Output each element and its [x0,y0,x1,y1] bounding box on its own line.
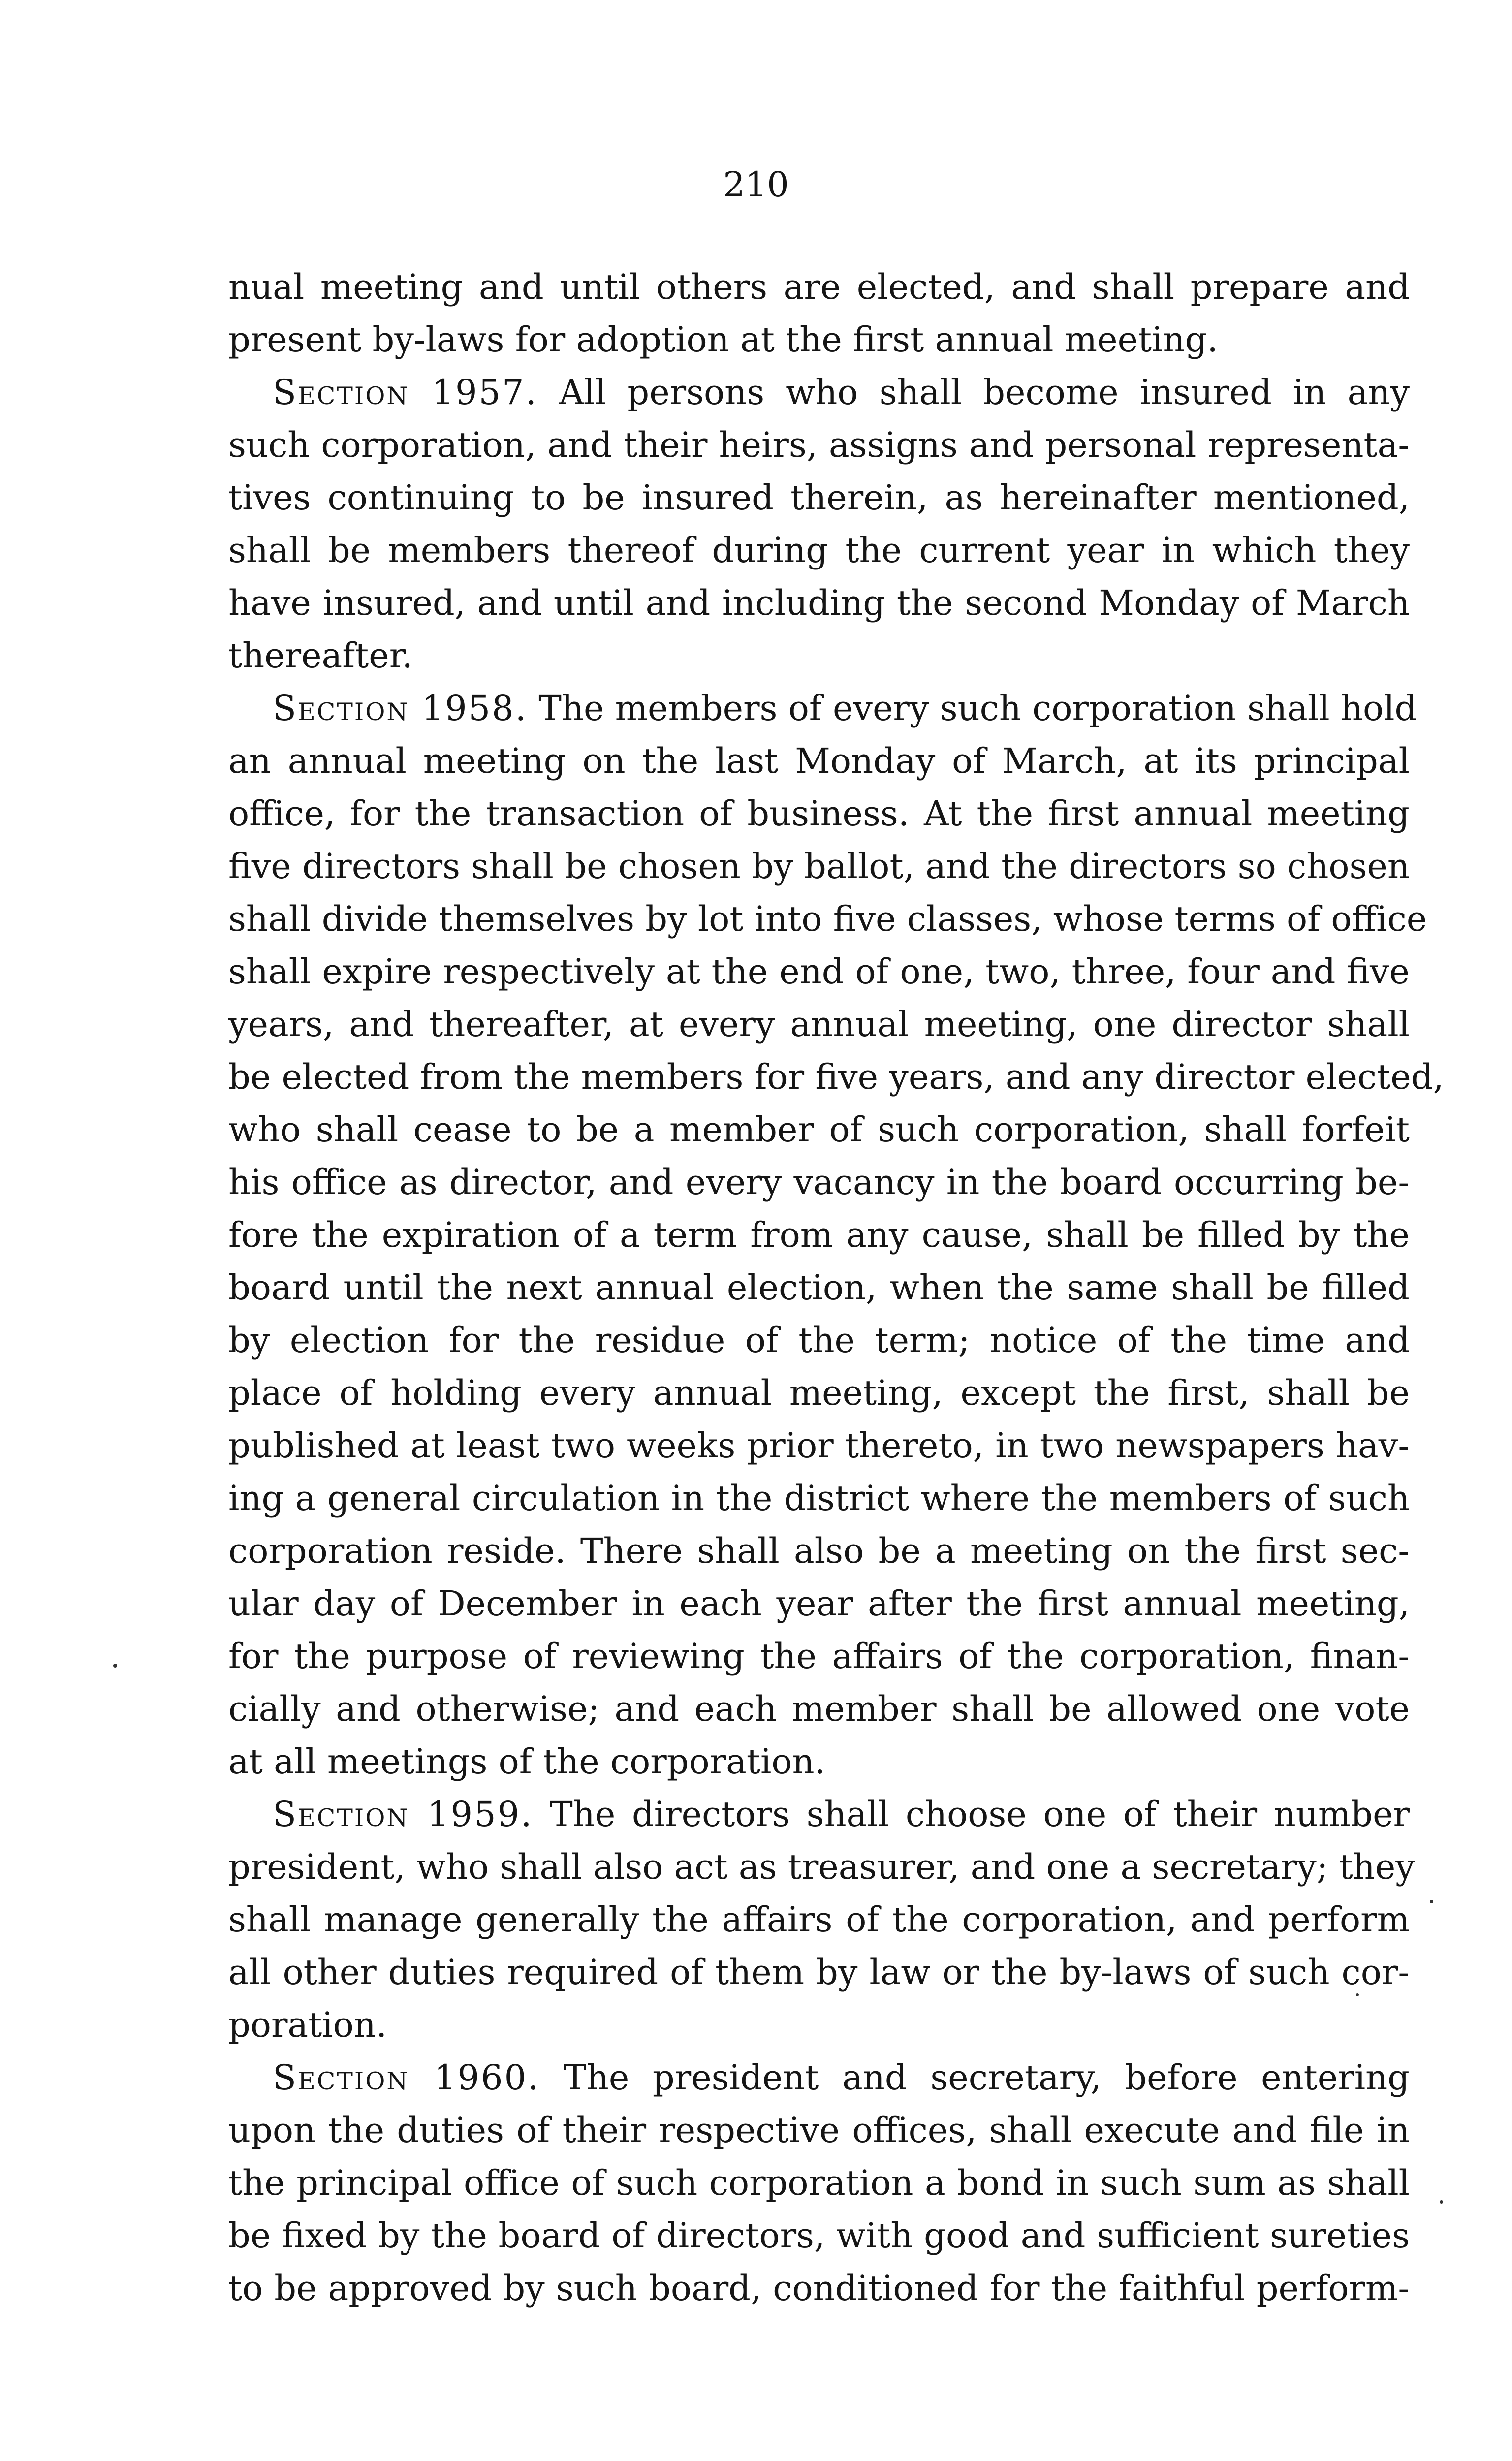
scan-speck [1430,1900,1433,1903]
text-line [228,261,1410,314]
text-line [228,2051,1410,2104]
text-line [228,2209,1410,2262]
line-text: his office as director, and every vacancy in the board occurring be- [228,1162,1410,1202]
text-line [228,1209,1410,1262]
line-text: shall divide themselves by lot into five classes, whose terms of office [228,899,1427,939]
page-number: 210 [723,164,789,205]
line-text: five directors shall be chosen by ballot, and the directors so chosen [228,846,1410,886]
text-line [228,840,1410,893]
text-line [228,314,1410,366]
scan-speck [113,1664,117,1668]
line-text: thereafter. [228,635,413,676]
line-text: board until the next annual election, when the same shall be filled [228,1267,1410,1308]
line-text: who shall cease to be a member of such corporation, shall forfeit [228,1109,1410,1150]
text-line [228,946,1410,998]
text-line [228,1999,1410,2051]
text-line [228,524,1410,577]
section-heading: Section 1959. [273,1794,534,1834]
text-line [228,1104,1410,1156]
text-line [228,2104,1410,2157]
text-line [228,998,1410,1051]
text-line [228,2157,1410,2209]
line-text: The directors shall choose one of their number [533,1794,1410,1834]
line-text: president, who shall also act as treasurer, and one a secretary; they [228,1847,1415,1887]
line-text: an annual meeting on the last Monday of March, at its principal [228,741,1410,781]
text-line [228,630,1410,682]
line-text: years, and thereafter, at every annual meeting, one director shall [228,1004,1410,1044]
line-text: such corporation, and their heirs, assigns and personal representa- [228,425,1410,465]
line-text: The president and secretary, before entering [540,2057,1410,2098]
line-text: ing a general circulation in the district where the members of such [228,1478,1410,1518]
text-line [228,1262,1410,1314]
text-line [228,366,1410,419]
line-text: by election for the residue of the term; notice of the time and [228,1320,1410,1360]
line-text: present by-laws for adoption at the first annual meeting. [228,319,1218,360]
text-line [228,2262,1410,2315]
line-text: upon the duties of their respective offices, shall execute and file in [228,2110,1410,2150]
text-line [228,1788,1410,1841]
text-line [228,682,1417,735]
body-text [228,261,1444,2315]
section-heading: Section 1960. [273,2057,540,2098]
text-line [228,1472,1410,1525]
line-text: to be approved by such board, conditioned for the faithful perform- [228,2268,1410,2308]
line-text: be elected from the members for five years, and any director elected, [228,1057,1444,1097]
line-text: tives continuing to be insured therein, as hereinafter mentioned, [228,477,1410,518]
text-line [228,893,1427,946]
text-line [228,1893,1410,1946]
line-text: published at least two weeks prior thereto, in two newspapers hav- [228,1425,1410,1466]
text-line [228,1735,1410,1788]
line-text: the principal office of such corporation a bond in such sum as shall [228,2163,1410,2203]
line-text: shall be members thereof during the current year in which they [228,530,1410,570]
text-line [228,419,1410,472]
line-text: The members of every such corporation shall hold [527,688,1417,728]
text-line [228,577,1410,630]
line-text: nual meeting and until others are elected, and shall prepare and [228,267,1410,307]
line-text: shall manage generally the affairs of the corporation, and perform [228,1899,1410,1940]
text-line [228,1841,1415,1893]
line-text: place of holding every annual meeting, except the first, shall be [228,1373,1410,1413]
line-text: at all meetings of the corporation. [228,1741,825,1782]
text-line [228,1683,1410,1735]
text-line [228,1314,1410,1367]
line-text: fore the expiration of a term from any cause, shall be filled by the [228,1215,1410,1255]
scan-speck [1356,1993,1359,1996]
text-line [228,1630,1410,1683]
text-line [228,788,1410,840]
section-heading: Section 1957. [273,372,538,412]
text-line [228,1525,1410,1578]
text-line [228,1051,1444,1104]
line-text: ular day of December in each year after the first annual meeting, [228,1583,1410,1624]
text-line [228,1420,1410,1472]
section-heading: Section 1958. [273,688,528,728]
line-text: corporation reside. There shall also be a meeting on the first sec- [228,1531,1410,1571]
text-line [228,735,1410,788]
line-text: for the purpose of reviewing the affairs of the corporation, finan- [228,1636,1410,1676]
line-text: office, for the transaction of business. At the first annual meeting [228,793,1410,834]
text-line [228,1367,1410,1420]
line-text: have insured, and until and including the second Monday of March [228,583,1410,623]
text-line [228,472,1410,524]
line-text: be fixed by the board of directors, with good and sufficient sureties [228,2215,1410,2256]
scan-speck [1440,2200,1443,2204]
line-text: shall expire respectively at the end of one, two, three, four and five [228,951,1410,992]
line-text: cially and otherwise; and each member shall be allowed one vote [228,1689,1410,1729]
line-text: all other duties required of them by law or the by-laws of such cor- [228,1952,1410,1992]
text-line [228,1156,1410,1209]
line-text: poration. [228,2005,387,2045]
line-text: All persons who shall become insured in any [537,372,1410,412]
text-line [228,1578,1410,1630]
text-line [228,1946,1410,1999]
